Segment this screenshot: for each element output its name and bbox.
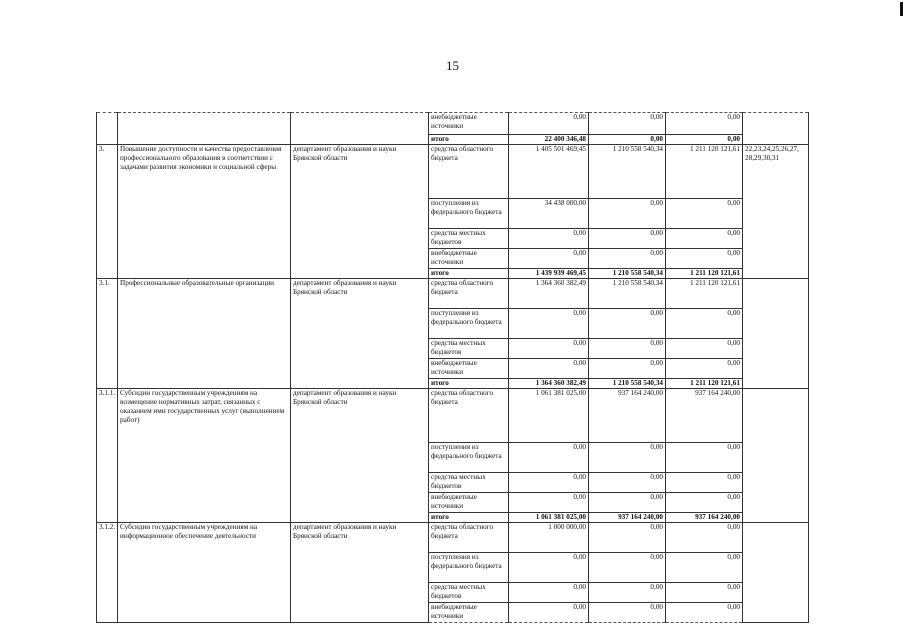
cell-value: 0,00	[666, 199, 743, 229]
cell-value: 0,00	[509, 359, 589, 379]
cell-value: 1 061 381 025,00	[509, 389, 589, 443]
cell-num: 3.1.	[97, 279, 118, 389]
cell-value: 1 405 501 469,45	[509, 145, 589, 199]
cell-executor	[291, 113, 429, 145]
cell-value: 1 210 558 540,34	[589, 379, 666, 389]
cell-value: 937 164 240,00	[666, 513, 743, 523]
cell-source: средства местных бюджетов	[429, 229, 509, 249]
cell-executor: департамент образования и науки Брянской области	[291, 279, 429, 389]
cell-value: 0,00	[666, 523, 743, 553]
cell-value: 22 400 346,48	[509, 135, 589, 145]
cell-value: 0,00	[666, 229, 743, 249]
cell-value: 0,00	[589, 229, 666, 249]
cell-name: Субсидии государственным учреждениям на информационное обеспечение деятельности	[118, 523, 291, 623]
cell-name: Повышение доступности и качества предоставления профессионального образования в соответствии с задачами развития экономики и социальной сферы	[118, 145, 291, 279]
cell-value: 0,00	[589, 603, 666, 623]
cell-value: 0,00	[666, 443, 743, 473]
cell-value: 1 061 381 025,00	[509, 513, 589, 523]
cell-value: 937 164 240,00	[589, 389, 666, 443]
cell-source: поступления из федерального бюджета	[429, 443, 509, 473]
cell-value: 0,00	[666, 603, 743, 623]
cell-source: внебюджетные источники	[429, 603, 509, 623]
cell-value: 0,00	[589, 523, 666, 553]
table-row	[97, 113, 809, 135]
cell-value: 0,00	[666, 113, 743, 135]
cell-value: 0,00	[589, 553, 666, 583]
cell-source: итого	[429, 513, 509, 523]
cell-source: поступления из федерального бюджета	[429, 309, 509, 339]
cell-source: внебюджетные источники	[429, 359, 509, 379]
cell-source: средства местных бюджетов	[429, 339, 509, 359]
table-row	[97, 279, 809, 309]
cell-value: 0,00	[509, 493, 589, 513]
cell-source: средства областного бюджета	[429, 279, 509, 309]
cell-value: 0,00	[509, 309, 589, 339]
cell-value: 0,00	[589, 359, 666, 379]
cell-source: средства местных бюджетов	[429, 583, 509, 603]
cell-value: 0,00	[509, 339, 589, 359]
cell-source: итого	[429, 135, 509, 145]
cell-value: 0,00	[509, 553, 589, 583]
cell-value: 0,00	[666, 473, 743, 493]
cell-value: 1 210 558 540,34	[589, 145, 666, 199]
cell-num: 3.	[97, 145, 118, 279]
cell-value: 937 164 240,00	[666, 389, 743, 443]
cell-value: 0,00	[666, 135, 743, 145]
cell-value: 0,00	[666, 339, 743, 359]
cell-value: 0,00	[589, 473, 666, 493]
cell-source: средства местных бюджетов	[429, 473, 509, 493]
cell-indicators	[743, 523, 809, 623]
cell-value: 0,00	[509, 229, 589, 249]
cell-value: 0,00	[666, 553, 743, 583]
cell-indicators	[743, 113, 809, 145]
cell-value: 0,00	[589, 309, 666, 339]
cell-value: 34 438 000,00	[509, 199, 589, 229]
cell-source: внебюджетные источники	[429, 249, 509, 269]
page-number: 15	[446, 58, 459, 73]
cell-value: 0,00	[509, 113, 589, 135]
cell-value: 0,00	[666, 309, 743, 339]
cell-indicators: 22,23,24,25,26,27, 28,29,30,31	[743, 145, 809, 279]
cell-value: 1 211 120 121,61	[666, 269, 743, 279]
cell-indicators	[743, 389, 809, 523]
cell-value: 0,00	[666, 359, 743, 379]
table-row	[97, 523, 809, 553]
cell-executor: департамент образования и науки Брянской области	[291, 523, 429, 623]
cell-value: 0,00	[666, 583, 743, 603]
cell-name: Субсидии государственным учреждениям на возмещение нормативных затрат, связанных с оказанием ими государственных услуг (выполнением работ)	[118, 389, 291, 523]
cell-executor: департамент образования и науки Брянской области	[291, 389, 429, 523]
cell-value: 1 210 558 540,34	[589, 269, 666, 279]
cell-source: средства областного бюджета	[429, 389, 509, 443]
cell-num: 3.1.1.	[97, 389, 118, 523]
scan-edge-mark	[900, 2, 903, 16]
cell-value: 0,00	[509, 473, 589, 493]
cell-value: 0,00	[589, 493, 666, 513]
cell-value: 1 211 120 121,61	[666, 279, 743, 309]
cell-value: 1 211 120 121,61	[666, 145, 743, 199]
cell-value: 0,00	[589, 113, 666, 135]
cell-value: 0,00	[509, 583, 589, 603]
cell-value: 0,00	[509, 603, 589, 623]
cell-source: итого	[429, 379, 509, 389]
cell-value: 1 364 360 382,49	[509, 379, 589, 389]
cell-value: 0,00	[589, 199, 666, 229]
budget-table	[96, 112, 809, 623]
cell-executor: департамент образования и науки Брянской области	[291, 145, 429, 279]
cell-num: 3.1.2.	[97, 523, 118, 623]
cell-value: 0,00	[589, 339, 666, 359]
cell-value: 1 000 000,00	[509, 523, 589, 553]
cell-value: 1 439 939 469,45	[509, 269, 589, 279]
cell-source: внебюджетные источники	[429, 113, 509, 135]
cell-source: средства областного бюджета	[429, 145, 509, 199]
cell-value: 1 211 120 121,61	[666, 379, 743, 389]
cell-num	[97, 113, 118, 145]
cell-value: 0,00	[589, 135, 666, 145]
cell-value: 0,00	[589, 583, 666, 603]
cell-value: 0,00	[589, 443, 666, 473]
cell-value: 0,00	[509, 443, 589, 473]
cell-value: 1 364 360 382,49	[509, 279, 589, 309]
cell-name	[118, 113, 291, 145]
cell-name: Профессиональные образовательные организации	[118, 279, 291, 389]
cell-source: итого	[429, 269, 509, 279]
cell-value: 937 164 240,00	[589, 513, 666, 523]
cell-value: 0,00	[666, 493, 743, 513]
cell-source: поступления из федерального бюджета	[429, 199, 509, 229]
cell-value: 0,00	[666, 249, 743, 269]
cell-value: 1 210 558 540,34	[589, 279, 666, 309]
table-row	[97, 389, 809, 443]
cell-source: внебюджетные источники	[429, 493, 509, 513]
cell-value: 0,00	[509, 249, 589, 269]
cell-indicators	[743, 279, 809, 389]
cell-source: средства областного бюджета	[429, 523, 509, 553]
table-row	[97, 145, 809, 199]
cell-source: поступления из федерального бюджета	[429, 553, 509, 583]
cell-value: 0,00	[589, 249, 666, 269]
